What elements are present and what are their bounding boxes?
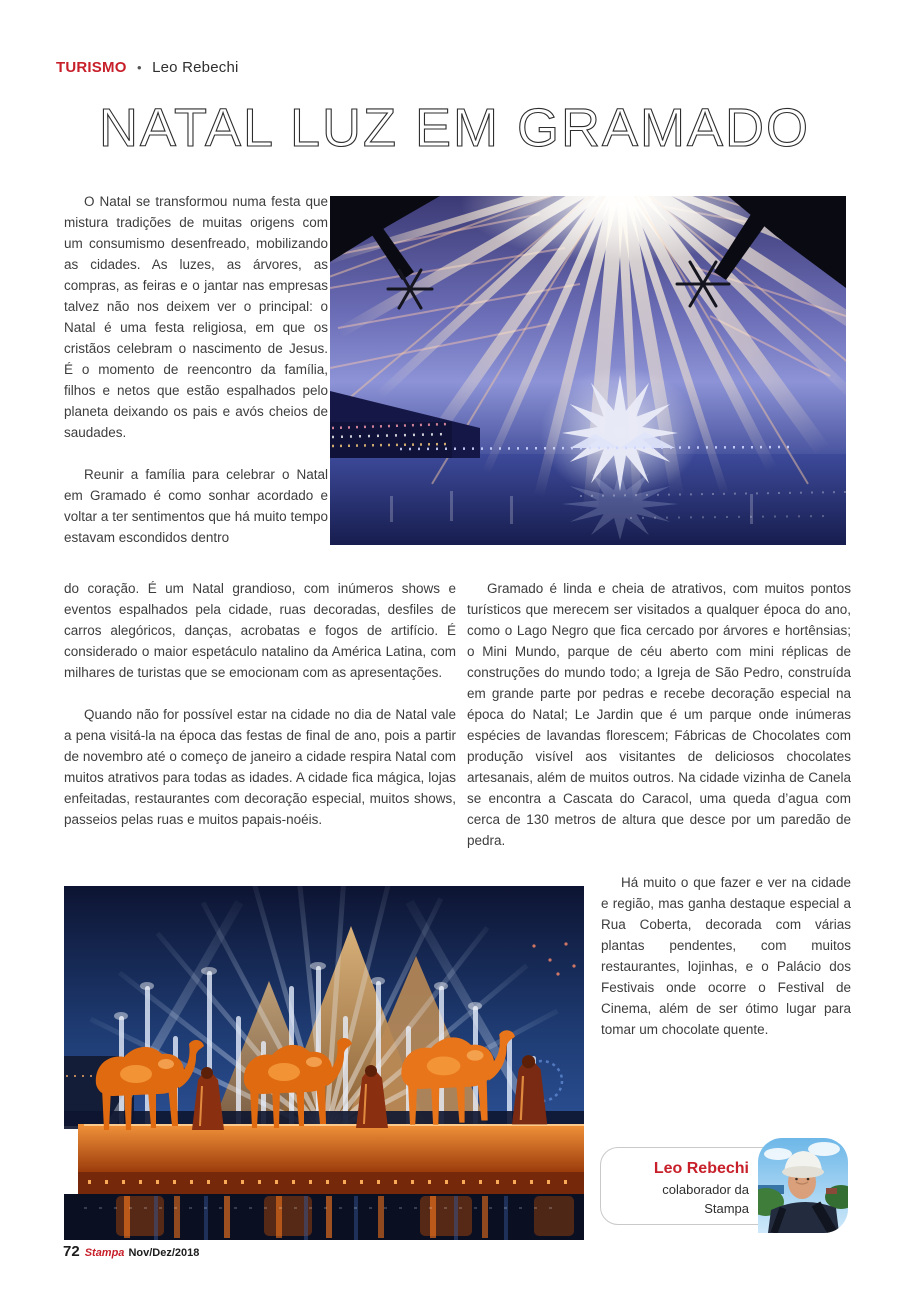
kicker-separator: • [136, 60, 142, 75]
intro-column-continued [64, 578, 456, 851]
highlights-paragraph: Há muito o que fazer e ver na cidade e região, mas ganha destaque especial a Rua Coberta, decorada com várias plantas pendentes, com muitos restaurantes, lojinhas, e o Palácio dos Festivais onde ocorre o Festival de Cinema, além de ser ótimo lugar para tomar um chocolate quente. [601, 875, 851, 1037]
cap-brim [782, 1166, 824, 1178]
page-title: NATAL LUZ EM GRAMADO [98, 98, 811, 158]
author-name: Leo Rebechi [653, 1160, 749, 1177]
attractions-paragraph: Gramado é linda e cheia de atrativos, com muitos pontos turísticos que merecem ser visitados a qualquer época do ano, como o Lago Negro que fica cercado por árvores e hortênsias; o Mini Mundo, parque de céu aberto com mini réplicas de construções do mundo todo; a Igreja de São Pedro, construída em grande parte por pedras e recebe decoração especial na época do Natal; Le Jardin que é um parque onde inúmeras espécies de lavandas florescem; Fábricas de Chocolates com produção visível aos visitantes de deliciosos chocolates artesanais, além de muitos outros. Na cidade vizinha de Canela se encontra a Cascata do Caracol, uma queda d’agua com cerca de 130 metros de altura que desce por um paredão de pedra. [467, 581, 851, 848]
intro-paragraph-2-end: do coração. É um Natal grandioso, com inúmeros shows e eventos espalhados pela cidade, ruas decoradas, desfiles de carros alegóricos, danças, acrobatas e fogos de artifício. É considerado o maior espetáculo natalino da América Latina, com milhares de turistas que se emocionam com as apresentações. [64, 581, 456, 680]
page-number: 72 [63, 1243, 80, 1260]
intro-paragraph-3: Quando não for possível estar na cidade no dia de Natal vale a pena visitá-la na época das festas de final de ano, pois a partir de novembro até o começo de janeiro a cidade respira Natal com muitos atrativos para todas as idades. A cidade fica mágica, lojas enfeitadas, restaurantes com decoração especial, muitos shows, passeios pelas ruas e muitos papais-noéis. [64, 707, 456, 827]
author-box-text [611, 1159, 749, 1218]
fireworks-photo [330, 196, 846, 545]
pier-deck [78, 1124, 584, 1172]
roof [826, 1188, 837, 1194]
intro-column [64, 191, 328, 569]
kicker [56, 59, 239, 76]
author-role-line1: colaborador da [662, 1182, 749, 1197]
page-footer [63, 1243, 199, 1260]
cloud [764, 1148, 792, 1160]
intro-paragraph-1: O Natal se transformou numa festa que mistura tradições de muitas origens com um consumismo desenfreado, mobilizando as cidades. As luzes, as árvores, as compras, as feiras e o jantar nas empresas talvez não nos deixem ver o principal: o Natal é uma festa religiosa, em que os cristãos celebram o nascimento de Jesus. É o momento de reencontro da família, filhos e netos que estão espalhados pelo planeta deixando os pais e avós cheios de saudades. [64, 194, 328, 440]
author-portrait-photo [758, 1138, 848, 1233]
author-role-line2: Stampa [704, 1201, 749, 1216]
magazine-name: Stampa [84, 1247, 125, 1259]
intro-paragraph-2-start: Reunir a família para celebrar o Natal em Gramado é como sonhar acordado e voltar a ter sentimentos que há muito tempo estavam escondidos dentro [64, 467, 328, 545]
section-label: TURISMO [56, 59, 127, 76]
eye [807, 1178, 810, 1181]
issue-date: Nov/Dez/2018 [128, 1247, 200, 1259]
kicker-author: Leo Rebechi [152, 59, 239, 76]
eye [795, 1178, 798, 1181]
camels-fountain-photo [64, 886, 584, 1240]
pier-front [78, 1172, 584, 1194]
